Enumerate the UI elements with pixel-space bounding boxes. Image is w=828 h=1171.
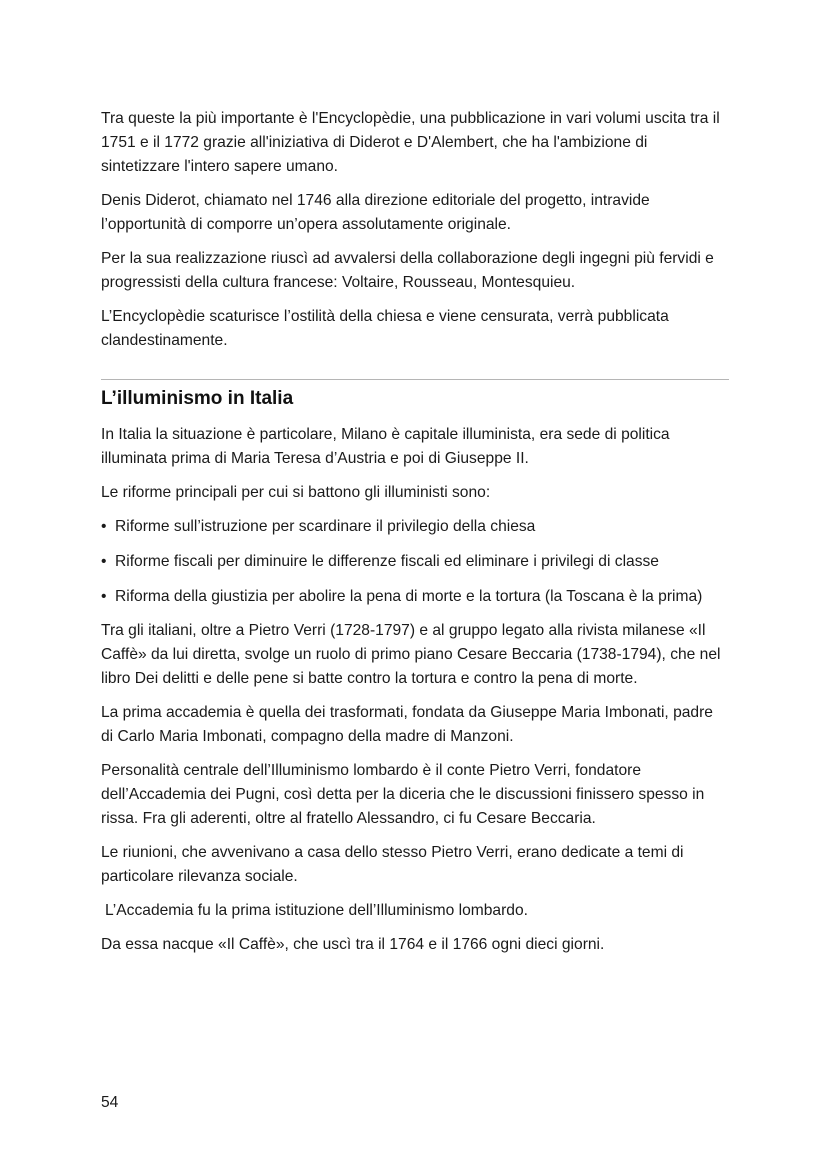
- section-paragraph-italiani: Tra gli italiani, oltre a Pietro Verri (1728-1797) e al gruppo legato alla rivista milanese «Il Caffè» da lui diretta, svolge un ruolo di primo piano Cesare Beccaria (1738-1794), che nel libro Dei delitti e delle pene si batte contro la tortura e contro la pena di morte.: [101, 622, 721, 687]
- list-item-text: Riforma della giustizia per abolire la pena di morte e la tortura (la Toscana è la prima): [115, 588, 703, 605]
- section-paragraph-riforme-intro: Le riforme principali per cui si battono gli illuministi sono:: [101, 484, 491, 501]
- intro-paragraph-censorship: L’Encyclopèdie scaturisce l’ostilità della chiesa e viene censurata, verrà pubblicata clandestinamente.: [101, 308, 669, 349]
- bullet-icon: •: [101, 588, 107, 605]
- section-paragraph-pietro-verri: Personalità centrale dell’Illuminismo lombardo è il conte Pietro Verri, fondatore dell’Accademia dei Pugni, così detta per la diceria che le discussioni finissero spesso in rissa. Fra gli aderenti, oltre al fratello Alessandro, ci fu Cesare Beccaria.: [101, 762, 705, 827]
- list-item: [101, 550, 729, 574]
- section-heading: L’illuminismo in Italia: [101, 388, 294, 409]
- section-paragraph-riunioni: Le riunioni, che avvenivano a casa dello stesso Pietro Verri, erano dedicate a temi di particolare rilevanza sociale.: [101, 844, 684, 885]
- list-item: [101, 585, 729, 609]
- list-item-text: Riforme sull’istruzione per scardinare il privilegio della chiesa: [115, 518, 536, 535]
- section-paragraph-accademia-trasformati: La prima accademia è quella dei trasformati, fondata da Giuseppe Maria Imbonati, padre di Carlo Maria Imbonati, compagno della madre di Manzoni.: [101, 704, 713, 745]
- list-item: [101, 515, 729, 539]
- list-item-text: Riforme fiscali per diminuire le differenze fiscali ed eliminare i privilegi di classe: [115, 553, 659, 570]
- intro-paragraph-encyclopedie: Tra queste la più importante è l'Encyclopèdie, una pubblicazione in vari volumi uscita tra il 1751 e il 1772 grazie all'iniziativa di Diderot e D'Alembert, che ha l'ambizione di sintetizzare l'intero sapere umano.: [101, 110, 720, 175]
- section-paragraph-milano: In Italia la situazione è particolare, Milano è capitale illuminista, era sede di politica illuminata prima di Maria Teresa d’Austria e poi di Giuseppe II.: [101, 426, 670, 467]
- page-number: 54: [101, 1094, 119, 1111]
- bullet-icon: •: [101, 553, 107, 570]
- section-paragraph-accademia-prima: L’Accademia fu la prima istituzione dell’Illuminismo lombardo.: [105, 902, 528, 919]
- intro-paragraph-collaborators: Per la sua realizzazione riuscì ad avvalersi della collaborazione degli ingegni più fervidi e progressisti della cultura francese: Voltaire, Rousseau, Montesquieu.: [101, 250, 714, 291]
- bullet-icon: •: [101, 518, 107, 535]
- section-divider: [101, 379, 729, 380]
- document-body: [101, 107, 729, 967]
- intro-paragraph-diderot: Denis Diderot, chiamato nel 1746 alla direzione editoriale del progetto, intravide l’opportunità di comporre un’opera assolutamente originale.: [101, 192, 650, 233]
- riforme-list: [101, 515, 729, 609]
- section-paragraph-il-caffe: Da essa nacque «Il Caffè», che uscì tra il 1764 e il 1766 ogni dieci giorni.: [101, 936, 605, 953]
